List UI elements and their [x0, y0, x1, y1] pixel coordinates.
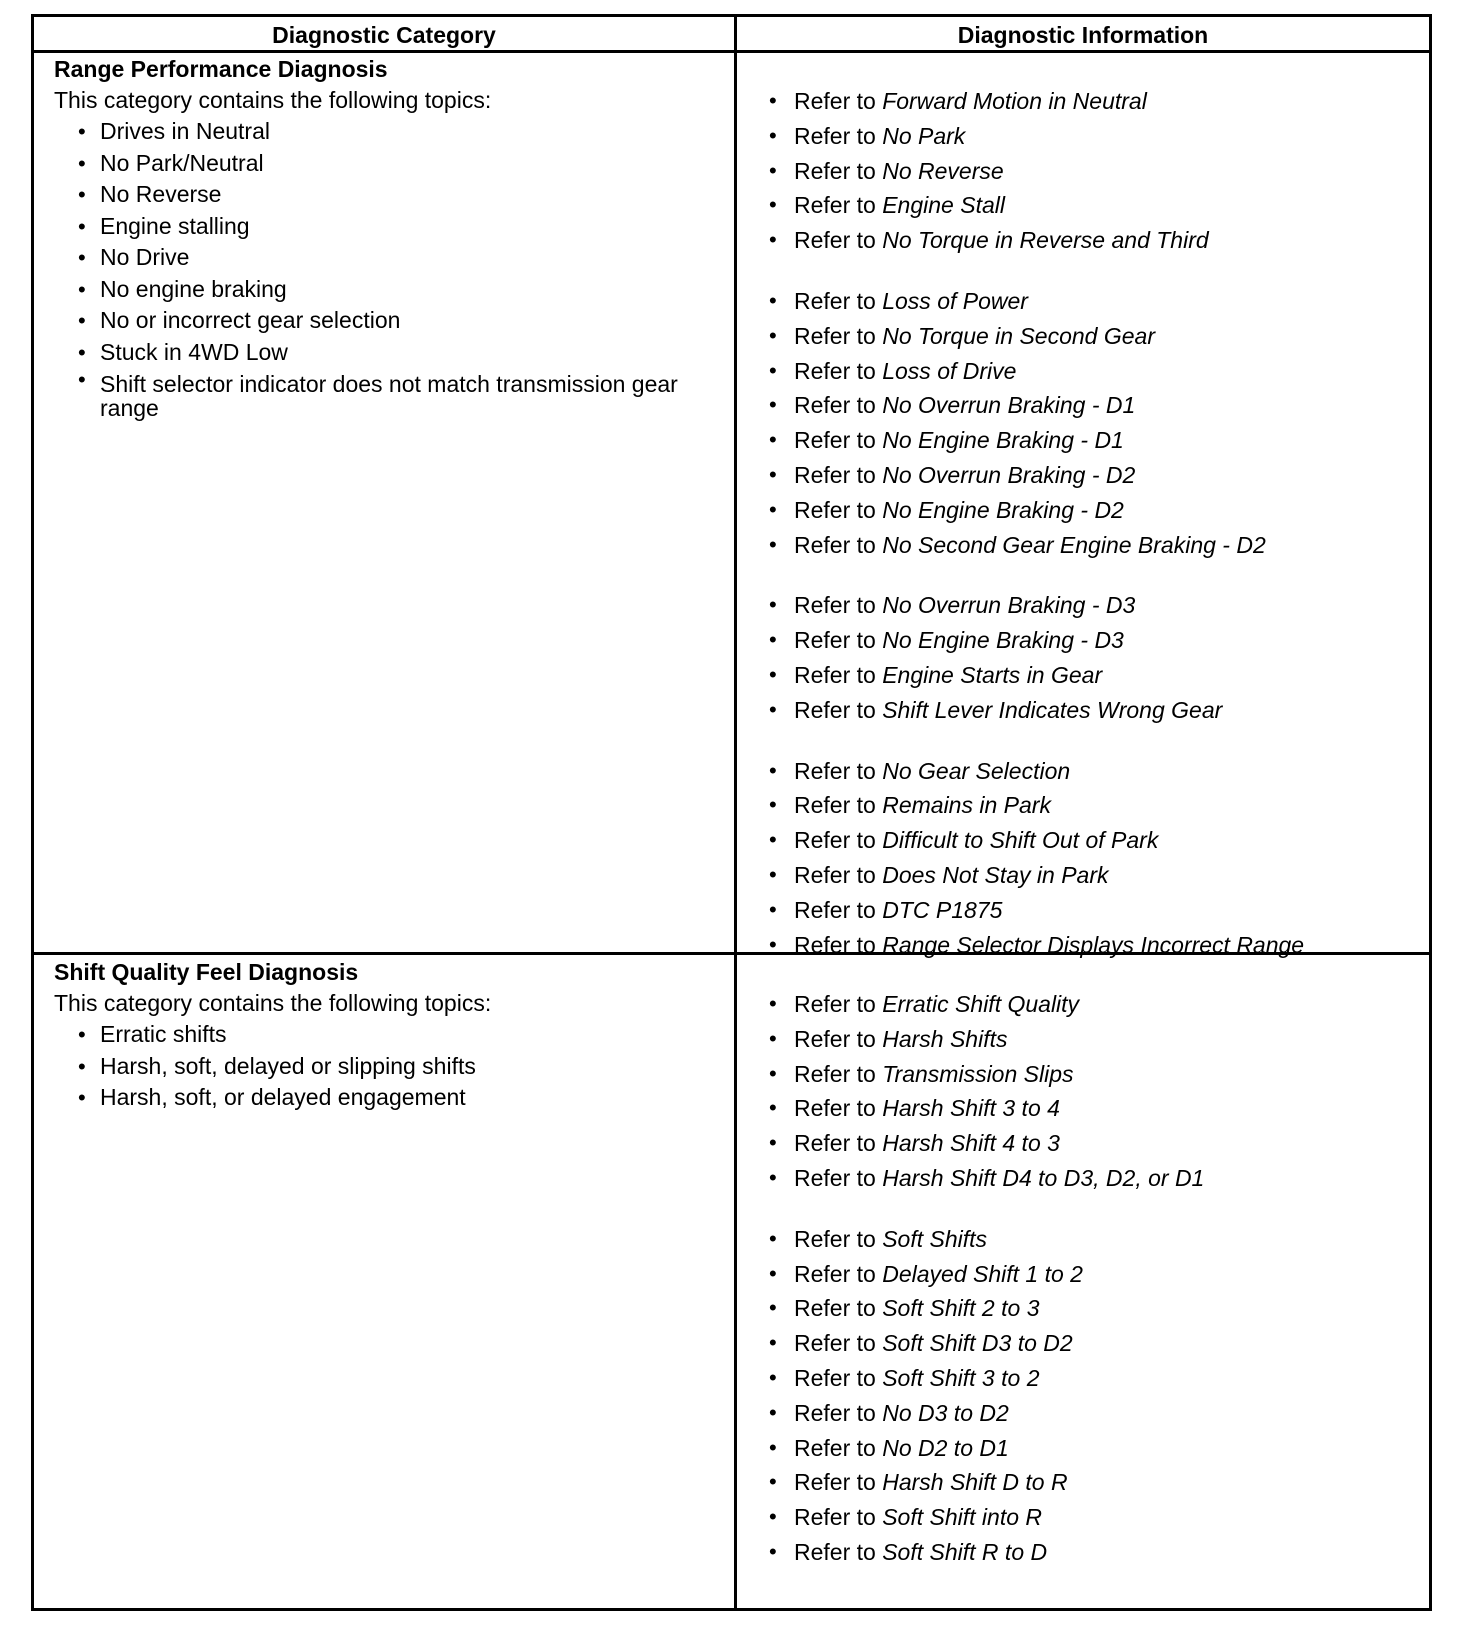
reference-link[interactable]: No Second Gear Engine Braking - D2: [882, 531, 1266, 558]
reference-item: [769, 1257, 1409, 1292]
refer-prefix: Refer to: [794, 1434, 876, 1461]
topic-item: • Erratic shifts: [78, 1019, 714, 1051]
reference-list: [769, 284, 1409, 562]
topic-item: • Shift selector indicator does not match transmission gear range: [78, 368, 714, 420]
refer-prefix: Refer to: [794, 392, 876, 419]
reference-item: [769, 223, 1409, 258]
refer-prefix: Refer to: [794, 931, 876, 958]
topic-item: • Drives in Neutral: [78, 116, 714, 148]
reference-item: [769, 188, 1409, 223]
reference-item: [769, 1465, 1409, 1500]
reference-item: [769, 319, 1409, 354]
reference-item: [769, 458, 1409, 493]
reference-list: [769, 754, 1409, 963]
reference-group: [769, 84, 1409, 258]
refer-prefix: Refer to: [794, 1130, 876, 1157]
refer-prefix: Refer to: [794, 88, 876, 114]
reference-link[interactable]: Loss of Drive: [882, 357, 1017, 384]
category-intro: This category contains the following topics:: [54, 87, 492, 113]
reference-link[interactable]: Engine Starts in Gear: [882, 661, 1103, 688]
refer-prefix: Refer to: [794, 1060, 876, 1087]
refer-prefix: Refer to: [794, 757, 876, 784]
reference-link[interactable]: Transmission Slips: [882, 1060, 1074, 1087]
refer-prefix: Refer to: [794, 1095, 876, 1122]
reference-link[interactable]: Harsh Shifts: [882, 1025, 1008, 1052]
reference-link[interactable]: No Overrun Braking - D3: [882, 592, 1136, 619]
diagnostic-table: [31, 14, 1432, 1611]
refer-prefix: Refer to: [794, 287, 876, 314]
reference-link[interactable]: Harsh Shift D4 to D3, D2, or D1: [882, 1164, 1205, 1191]
topic-item: • No or incorrect gear selection: [78, 305, 714, 337]
topic-item: • Engine stalling: [78, 211, 714, 243]
refer-prefix: Refer to: [794, 696, 876, 723]
refer-prefix: Refer to: [794, 861, 876, 888]
reference-item: [769, 284, 1409, 319]
header-diagnostic-information: Diagnostic Information: [957, 22, 1209, 48]
reference-link[interactable]: Erratic Shift Quality: [882, 991, 1080, 1017]
reference-item: [769, 493, 1409, 528]
refer-prefix: Refer to: [794, 1025, 876, 1052]
reference-link[interactable]: Shift Lever Indicates Wrong Gear: [882, 696, 1223, 723]
reference-item: [769, 354, 1409, 389]
refer-prefix: Refer to: [794, 1504, 876, 1531]
refer-prefix: Refer to: [794, 991, 876, 1017]
reference-item: [769, 1500, 1409, 1535]
reference-link[interactable]: DTC P1875: [882, 896, 1003, 923]
refer-prefix: Refer to: [794, 192, 876, 219]
reference-link[interactable]: Engine Stall: [882, 192, 1005, 219]
information-cell: [769, 84, 1409, 988]
refer-prefix: Refer to: [794, 1330, 876, 1357]
refer-prefix: Refer to: [794, 627, 876, 654]
reference-item: [769, 928, 1409, 963]
refer-prefix: Refer to: [794, 496, 876, 523]
refer-prefix: Refer to: [794, 157, 876, 184]
reference-link[interactable]: No Torque in Second Gear: [882, 322, 1155, 349]
reference-item: [769, 1161, 1409, 1196]
refer-prefix: Refer to: [794, 1399, 876, 1426]
reference-list: [769, 588, 1409, 727]
reference-item: [769, 1535, 1409, 1570]
topic-item: • No Park/Neutral: [78, 148, 714, 180]
category-title: Shift Quality Feel Diagnosis: [54, 959, 359, 985]
reference-link[interactable]: Soft Shift D3 to D2: [882, 1330, 1073, 1357]
header-diagnostic-category: Diagnostic Category: [272, 22, 496, 48]
reference-group: [769, 588, 1409, 727]
topic-list: [54, 1019, 714, 1114]
topic-item: • No engine braking: [78, 274, 714, 306]
reference-item: [769, 588, 1409, 623]
reference-link[interactable]: No Torque in Reverse and Third: [882, 227, 1209, 254]
reference-link[interactable]: Range Selector Displays Incorrect Range: [882, 931, 1305, 958]
refer-prefix: Refer to: [794, 1164, 876, 1191]
information-cell: [769, 987, 1409, 1596]
reference-link[interactable]: No Gear Selection: [882, 757, 1071, 784]
category-title: Range Performance Diagnosis: [54, 56, 388, 82]
topic-item: • No Reverse: [78, 179, 714, 211]
reference-item: [769, 1396, 1409, 1431]
reference-link[interactable]: No Engine Braking - D1: [882, 427, 1124, 454]
reference-link[interactable]: Soft Shift into R: [882, 1504, 1043, 1531]
reference-item: [769, 423, 1409, 458]
reference-link[interactable]: No Overrun Braking - D1: [882, 392, 1136, 419]
topic-list: [54, 116, 714, 420]
category-cell: [54, 957, 714, 1114]
reference-link[interactable]: Does Not Stay in Park: [882, 861, 1109, 888]
refer-prefix: Refer to: [794, 1364, 876, 1391]
reference-item: [769, 1431, 1409, 1466]
reference-link[interactable]: Difficult to Shift Out of Park: [882, 827, 1159, 854]
reference-link[interactable]: No D2 to D1: [882, 1434, 1009, 1461]
reference-link[interactable]: Soft Shift R to D: [882, 1538, 1048, 1565]
reference-item: [769, 1326, 1409, 1361]
reference-item: [769, 528, 1409, 563]
topic-item: • Harsh, soft, delayed or slipping shifts: [78, 1051, 714, 1083]
reference-list: [769, 987, 1409, 1196]
topic-item: • Harsh, soft, or delayed engagement: [78, 1082, 714, 1114]
refer-prefix: Refer to: [794, 827, 876, 854]
refer-prefix: Refer to: [794, 1225, 876, 1252]
reference-link[interactable]: Soft Shifts: [882, 1225, 988, 1252]
reference-link[interactable]: Harsh Shift D to R: [882, 1469, 1068, 1496]
refer-prefix: Refer to: [794, 427, 876, 454]
reference-link[interactable]: Remains in Park: [882, 792, 1051, 819]
refer-prefix: Refer to: [794, 661, 876, 688]
reference-list: [769, 84, 1409, 258]
refer-prefix: Refer to: [794, 1469, 876, 1496]
reference-group: [769, 754, 1409, 963]
refer-prefix: Refer to: [794, 531, 876, 558]
reference-item: [769, 119, 1409, 154]
refer-prefix: Refer to: [794, 122, 876, 149]
refer-prefix: Refer to: [794, 896, 876, 923]
refer-prefix: Refer to: [794, 1260, 876, 1287]
reference-item: [769, 1057, 1409, 1092]
reference-link[interactable]: No Engine Braking - D2: [882, 496, 1124, 523]
reference-item: [769, 1291, 1409, 1326]
reference-link[interactable]: Harsh Shift 3 to 4: [882, 1095, 1060, 1122]
reference-list: [769, 1222, 1409, 1570]
reference-item: [769, 1361, 1409, 1396]
reference-item: [769, 84, 1409, 119]
refer-prefix: Refer to: [794, 227, 876, 254]
reference-item: [769, 893, 1409, 928]
refer-prefix: Refer to: [794, 792, 876, 819]
reference-link[interactable]: No Reverse: [882, 157, 1004, 184]
column-divider: [734, 17, 737, 1608]
reference-item: [769, 858, 1409, 893]
reference-link[interactable]: No D3 to D2: [882, 1399, 1009, 1426]
reference-group: [769, 284, 1409, 562]
reference-item: [769, 1022, 1409, 1057]
topic-item: • No Drive: [78, 242, 714, 274]
reference-link[interactable]: Soft Shift 2 to 3: [882, 1295, 1040, 1322]
refer-prefix: Refer to: [794, 322, 876, 349]
refer-prefix: Refer to: [794, 592, 876, 619]
reference-group: [769, 1222, 1409, 1570]
reference-item: [769, 823, 1409, 858]
reference-item: [769, 1091, 1409, 1126]
reference-link[interactable]: Delayed Shift 1 to 2: [882, 1260, 1083, 1287]
refer-prefix: Refer to: [794, 461, 876, 488]
reference-item: [769, 388, 1409, 423]
reference-link[interactable]: Soft Shift 3 to 2: [882, 1364, 1040, 1391]
refer-prefix: Refer to: [794, 357, 876, 384]
reference-item: [769, 1222, 1409, 1257]
refer-prefix: Refer to: [794, 1538, 876, 1565]
reference-item: [769, 754, 1409, 789]
reference-link[interactable]: Loss of Power: [882, 287, 1028, 314]
reference-link[interactable]: Harsh Shift 4 to 3: [882, 1130, 1060, 1157]
category-cell: [54, 54, 714, 420]
reference-item: [769, 154, 1409, 189]
reference-item: [769, 788, 1409, 823]
reference-item: [769, 1126, 1409, 1161]
reference-item: [769, 658, 1409, 693]
reference-link[interactable]: No Park: [882, 122, 966, 149]
reference-group: [769, 987, 1409, 1196]
topic-item: • Stuck in 4WD Low: [78, 337, 714, 369]
reference-link[interactable]: Forward Motion in Neutral: [882, 88, 1147, 114]
reference-item: [769, 623, 1409, 658]
category-intro: This category contains the following topics:: [54, 990, 492, 1016]
reference-item: [769, 693, 1409, 728]
reference-link[interactable]: No Overrun Braking - D2: [882, 461, 1136, 488]
reference-item: [769, 987, 1409, 1022]
reference-link[interactable]: No Engine Braking - D3: [882, 627, 1124, 654]
refer-prefix: Refer to: [794, 1295, 876, 1322]
